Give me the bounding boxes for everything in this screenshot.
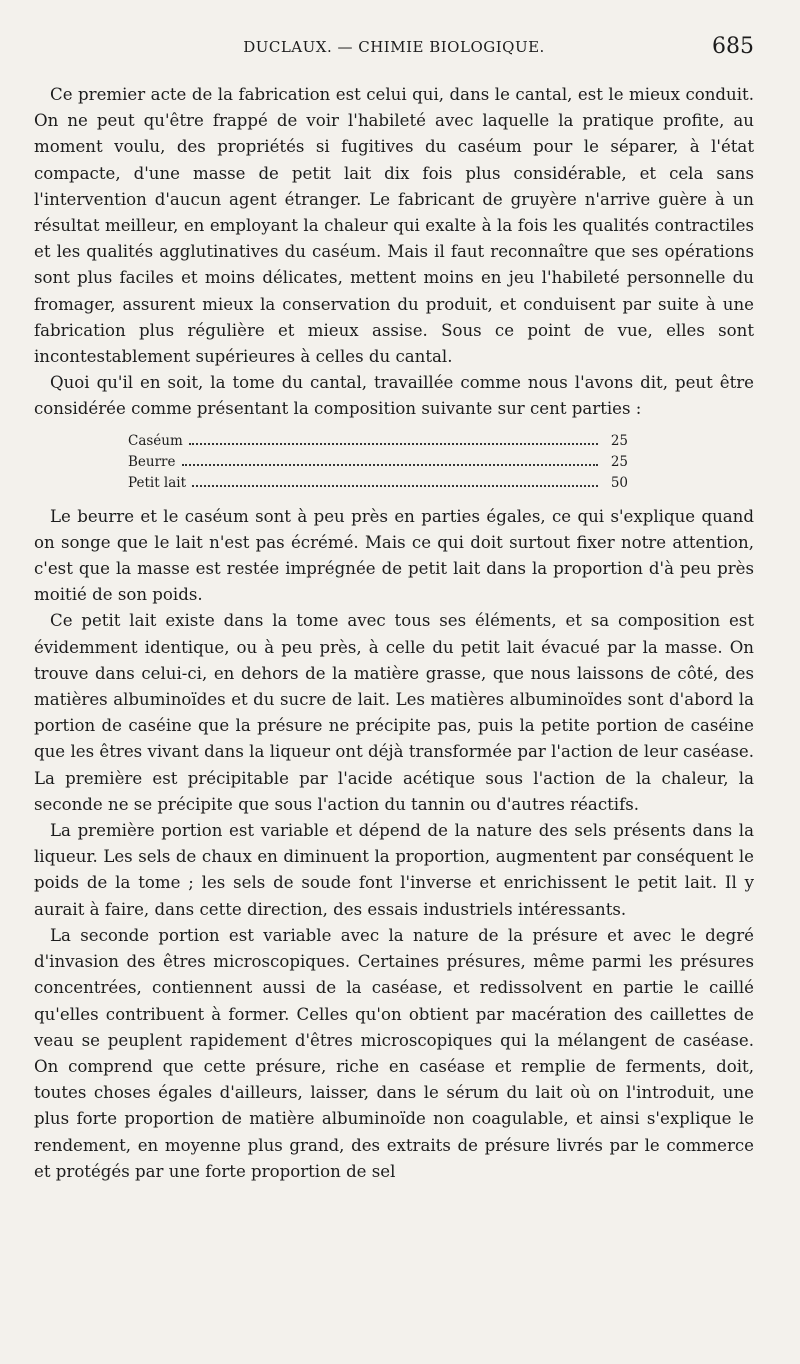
paragraph-3: Le beurre et le caséum sont à peu près en parties égales, ce qui s'explique quand on songe que le lait n'est pas écrémé. Mais ce qui doit surtout fixer notre attention, c'est que la masse est restée imprégnée de petit lait dans la proportion d'à peu près moitié de son poids. [34,506,754,605]
composition-label: Beurre [128,453,176,470]
composition-value: 25 [610,453,628,470]
page-number: 685 [712,34,754,59]
paragraph-6: La seconde portion est variable avec la nature de la présure et avec le degré d'invasion des êtres microscopiques. Certaines présures, même parmi les présures concentrées, contiennent aussi de la caséase, et redissolvent en partie le caillé qu'elles contribuent à former. Celles qu'on obtient par macération des caillettes de veau se peuplent rapidement d'êtres microscopiques qui la mélangent de caséase. On comprend que cette présure, riche en caséase et remplie de ferments, doit, toutes choses égales d'ailleurs, laisser, dans le sérum du lait où on l'introduit, une plus forte proportion de matière albuminoïde non coagulable, et ainsi s'explique le rendement, en moyenne plus grand, des extraits de présure livrés par le commerce et protégés par une forte proportion de sel [34,925,754,1181]
composition-value: 25 [610,432,628,449]
paragraph-1: Ce premier acte de la fabrication est celui qui, dans le cantal, est le mieux conduit. On ne peut qu'être frappé de voir l'habileté avec laquelle la pratique profite, au moment voulu, des propriétés si fugitives du caséum pour le séparer, à l'état compacte, d'une masse de petit lait dix fois plus considérable, et cela sans l'intervention d'aucun agent étranger. Le fabricant de gruyère n'arrive guère à un résultat meilleur, en employant la chaleur qui exalte à la fois les qualités contractiles et les qualités agglutinatives du caséum. Mais il faut reconnaître que ses opérations sont plus faciles et moins délicates, mettent moins en jeu l'habileté personnelle du fromager, assurent mieux la conservation du produit, et conduisent par suite à une fabrication plus régulière et mieux assise. Sous ce point de vue, elles sont incontestablement supérieures à celles du cantal. [34,85,754,367]
running-head [34,34,754,62]
paragraph-4: Ce petit lait existe dans la tome avec tous ses éléments, et sa composition est évidemment identique, ou à peu près, à celle du petit lait évacué par la masse. On trouve dans celui-ci, en dehors de la matière grasse, que nous laissons de côté, des matières albuminoïdes et du sucre de lait. Les matières albuminoïdes sont d'abord la portion de caséine que la présure ne précipite pas, puis la petite portion de caséine que les êtres vivant dans la liqueur ont déjà transformée par l'action de leur caséase. La première est précipitable par l'acide acétique sous l'action de la chaleur, la seconde ne se précipite que sous l'action du tannin ou d'autres réactifs. [34,611,754,814]
paragraph-2: Quoi qu'il en soit, la tome du cantal, travaillée comme nous l'avons dit, peut être considérée comme présentant la composition suivante sur cent parties : [34,373,754,419]
running-title: DUCLAUX. — CHIMIE BIOLOGIQUE. [243,38,545,56]
composition-label: Petit lait [128,474,187,491]
dot-leader [189,443,598,445]
dot-leader [182,464,598,466]
composition-row-beurre [128,452,628,473]
composition-row-petit-lait [128,473,628,494]
composition-row-caseum [128,431,628,452]
dot-leader [192,485,598,487]
composition-table [128,431,628,494]
composition-value: 50 [610,474,628,491]
composition-label: Caséum [128,432,183,449]
paragraph-5: La première portion est variable et dépend de la nature des sels présents dans la liqueur. Les sels de chaux en diminuent la proportion, augmentent par conséquent le poids de la tome ; les sels de soude font l'inverse et enrichissent le petit lait. Il y aurait à faire, dans cette direction, des essais industriels intéressants. [34,821,754,919]
